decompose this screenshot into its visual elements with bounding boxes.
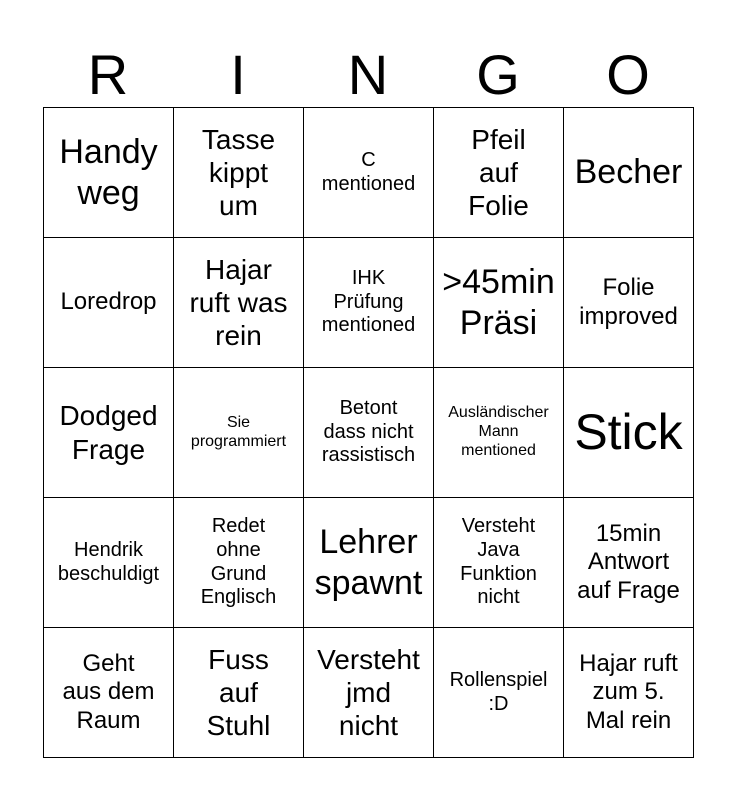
title-letter-r: R	[87, 43, 129, 106]
bingo-title	[43, 42, 693, 108]
bingo-cell[interactable]: Hendrik beschuldigt	[44, 498, 174, 628]
bingo-cell[interactable]: Folie improved	[564, 238, 694, 368]
bingo-cell[interactable]: Pfeil auf Folie	[434, 108, 564, 238]
bingo-cell[interactable]: Handy weg	[44, 108, 174, 238]
bingo-cell[interactable]: Redet ohne Grund Englisch	[174, 498, 304, 628]
bingo-cell[interactable]: Hajar ruft was rein	[174, 238, 304, 368]
bingo-cell[interactable]: Lehrer spawnt	[304, 498, 434, 628]
bingo-cell[interactable]: Stick	[564, 368, 694, 498]
bingo-cell[interactable]: Betont dass nicht rassistisch	[304, 368, 434, 498]
bingo-board	[43, 107, 694, 758]
bingo-cell[interactable]: Loredrop	[44, 238, 174, 368]
title-letter-i: I	[230, 43, 246, 106]
bingo-cell[interactable]: C mentioned	[304, 108, 434, 238]
bingo-cell[interactable]: 15min Antwort auf Frage	[564, 498, 694, 628]
board-row	[44, 368, 694, 498]
bingo-cell[interactable]: Ausländischer Mann mentioned	[434, 368, 564, 498]
board-row	[44, 498, 694, 628]
bingo-cell[interactable]: >45min Präsi	[434, 238, 564, 368]
title-letter-o: O	[606, 43, 650, 106]
bingo-cell[interactable]: Sie programmiert	[174, 368, 304, 498]
board-row	[44, 238, 694, 368]
board-row	[44, 108, 694, 238]
bingo-cell[interactable]: Dodged Frage	[44, 368, 174, 498]
bingo-cell[interactable]: Hajar ruft zum 5. Mal rein	[564, 628, 694, 758]
bingo-cell[interactable]: Versteht Java Funktion nicht	[434, 498, 564, 628]
bingo-cell[interactable]: Becher	[564, 108, 694, 238]
bingo-cell[interactable]: Versteht jmd nicht	[304, 628, 434, 758]
bingo-cell[interactable]: IHK Prüfung mentioned	[304, 238, 434, 368]
bingo-cell[interactable]: Geht aus dem Raum	[44, 628, 174, 758]
bingo-cell[interactable]: Rollenspiel :D	[434, 628, 564, 758]
title-letter-n: N	[347, 43, 389, 106]
bingo-cell[interactable]: Tasse kippt um	[174, 108, 304, 238]
board-row	[44, 628, 694, 758]
title-letter-g: G	[476, 43, 520, 106]
bingo-cell[interactable]: Fuss auf Stuhl	[174, 628, 304, 758]
